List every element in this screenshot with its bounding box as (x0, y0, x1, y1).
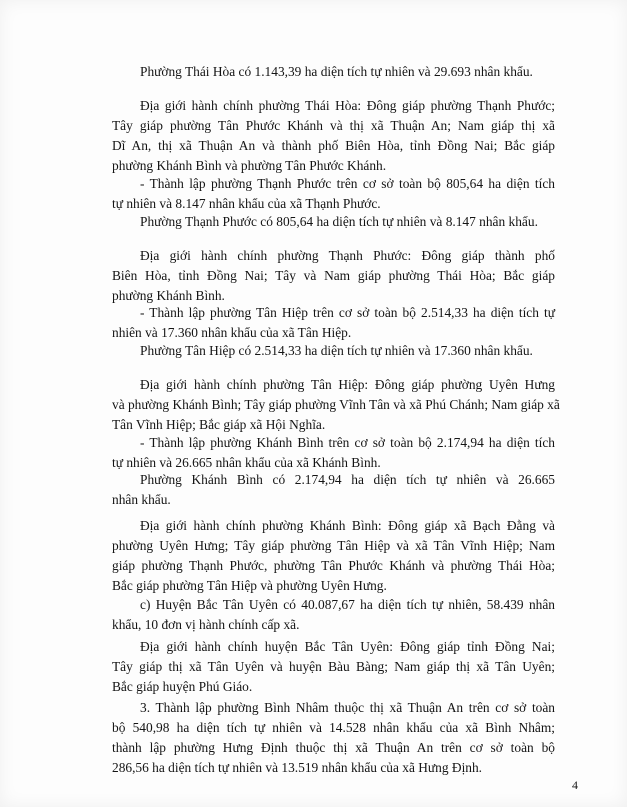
text-line: thành lập phường Hưng Định thuộc thị xã Thuận An trên cơ sở toàn bộ (112, 740, 555, 755)
paragraph-item-3-binh-nham-hung-dinh (112, 698, 555, 778)
text-line: Địa giới hành chính phường Khánh Bình: Đông giáp xã Bạch Đằng và (140, 518, 555, 533)
text-line: Địa giới hành chính phường Tân Hiệp: Đông giáp phường Uyên Hưng (140, 377, 555, 392)
paragraph-thai-hoa-summary (112, 62, 555, 82)
text-line: 286,56 ha diện tích tự nhiên và 13.519 nhân khẩu của xã Hưng Định. (112, 760, 483, 775)
text-line: c) Huyện Bắc Tân Uyên có 40.087,67 ha diện tích tự nhiên, 58.439 nhân (140, 597, 555, 612)
text-line: Địa giới hành chính huyện Bắc Tân Uyên: Đông giáp tỉnh Đồng Nai; (140, 639, 555, 654)
text-line: Tây giáp thị xã Tân Uyên và huyện Bàu Bàng; Nam giáp thị xã Tân Uyên; (112, 659, 555, 674)
paragraph-establish-khanh-binh (112, 433, 555, 473)
text-line: Địa giới hành chính phường Thái Hòa: Đông giáp phường Thạnh Phước; (140, 98, 555, 113)
page-number: 4 (572, 778, 578, 792)
text-line: Tây giáp phường Tân Phước Khánh và thị xã Thuận An; Nam giáp thị xã (112, 118, 555, 133)
paragraph-bac-tan-uyen-summary (112, 595, 555, 635)
paragraph-thai-hoa-boundary (112, 96, 555, 176)
text-line: nhân khẩu. (112, 492, 171, 507)
text-line: giáp phường Thạnh Phước, phường Tân Phước Khánh và phường Thái Hòa; (112, 558, 555, 573)
paragraph-thanh-phuoc-boundary (112, 246, 555, 306)
text-line: Phường Khánh Bình có 2.174,94 ha diện tích tự nhiên và 26.665 (140, 472, 555, 487)
text-line: Bắc giáp phường Tân Hiệp và phường Uyên Hưng. (112, 578, 387, 593)
text-line: Bắc giáp huyện Phú Giáo. (112, 679, 253, 694)
text-line: Phường Thạnh Phước có 805,64 ha diện tích tự nhiên và 8.147 nhân khẩu. (140, 214, 538, 229)
text-line: tự nhiên và 26.665 nhân khẩu của xã Khánh Bình. (112, 455, 381, 470)
text-line: 3. Thành lập phường Bình Nhâm thuộc thị xã Thuận An trên cơ sở toàn (140, 700, 555, 715)
text-line: phường Uyên Hưng; Tây giáp phường Tân Hiệp và xã Tân Vĩnh Hiệp; Nam (112, 538, 555, 553)
text-line: phường Khánh Bình và phường Tân Phước Khánh. (112, 158, 387, 173)
text-line: - Thành lập phường Khánh Bình trên cơ sở toàn bộ 2.174,94 ha diện tích (140, 435, 555, 450)
text-line: - Thành lập phường Tân Hiệp trên cơ sở toàn bộ 2.514,33 ha diện tích tự (140, 305, 555, 320)
paragraph-tan-hiep-boundary (112, 375, 560, 435)
text-line: - Thành lập phường Thạnh Phước trên cơ sở toàn bộ 805,64 ha diện tích (140, 176, 555, 191)
paragraph-tan-hiep-summary (112, 341, 555, 361)
text-line: Biên Hòa, tỉnh Đồng Nai; Tây và Nam giáp phường Thái Hòa; Bắc giáp (112, 268, 555, 283)
text-line: bộ 540,98 ha diện tích tự nhiên và 14.528 nhân khẩu của xã Bình Nhâm; (112, 720, 555, 735)
text-line: Tân Vĩnh Hiệp; Bắc giáp xã Hội Nghĩa. (112, 417, 326, 432)
paragraph-thanh-phuoc-summary (112, 212, 555, 232)
paragraph-establish-thanh-phuoc (112, 174, 555, 214)
text-line: phường Khánh Bình. (112, 288, 225, 303)
paragraph-bac-tan-uyen-boundary (112, 637, 555, 697)
text-line: nhiên và 17.360 nhân khẩu của xã Tân Hiệp. (112, 325, 352, 340)
paragraph-khanh-binh-summary (112, 470, 555, 510)
paragraph-establish-tan-hiep (112, 303, 555, 343)
paragraph-khanh-binh-boundary (112, 516, 555, 596)
text-line: và phường Khánh Bình; Tây giáp phường Vĩnh Tân và xã Phú Chánh; Nam giáp xã (112, 397, 560, 412)
text-line: khẩu, 10 đơn vị hành chính cấp xã. (112, 617, 300, 632)
text-line: tự nhiên và 8.147 nhân khẩu của xã Thạnh Phước. (112, 196, 381, 211)
text-line: Phường Tân Hiệp có 2.514,33 ha diện tích tự nhiên và 17.360 nhân khẩu. (140, 343, 533, 358)
text-line: Địa giới hành chính phường Thạnh Phước: Đông giáp thành phố (140, 248, 555, 263)
text-line: Phường Thái Hòa có 1.143,39 ha diện tích tự nhiên và 29.693 nhân khẩu. (140, 64, 533, 79)
text-line: Dĩ An, thị xã Thuận An và thành phố Biên Hòa, tỉnh Đồng Nai; Bắc giáp (112, 138, 555, 153)
